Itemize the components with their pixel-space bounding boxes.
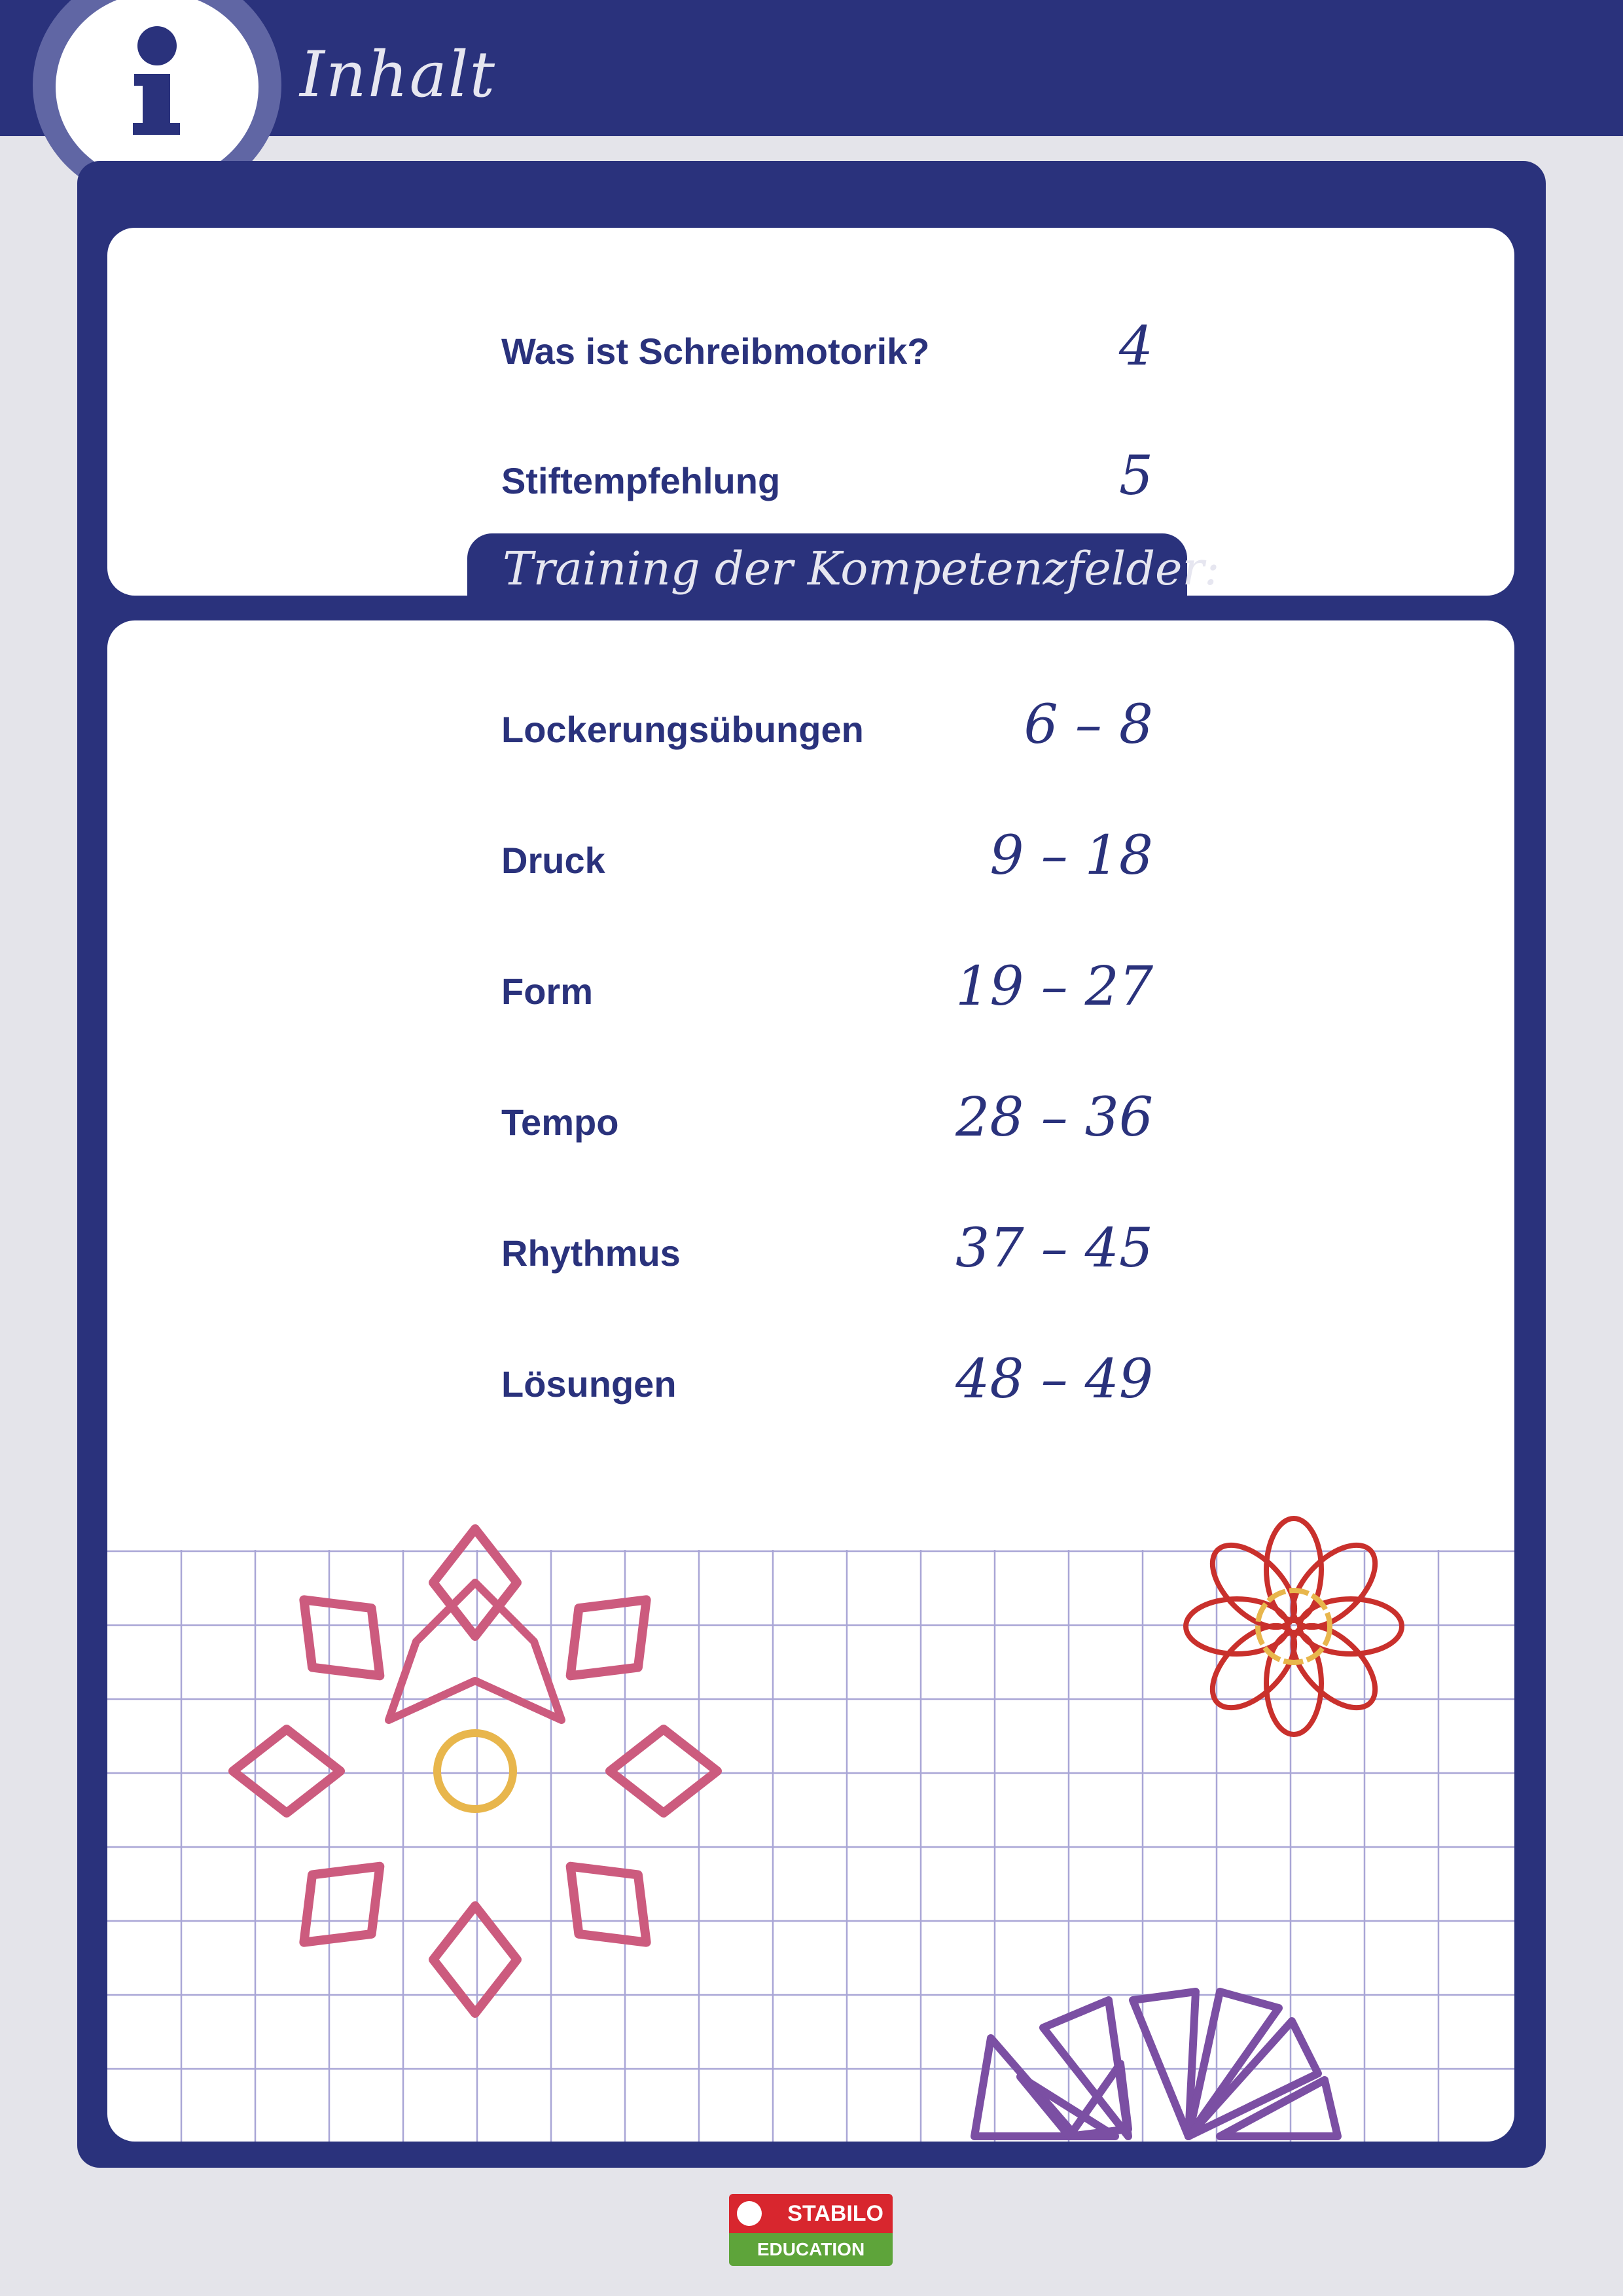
toc-label: Was ist Schreibmotorik?	[501, 331, 930, 372]
toc-page-number: 48 – 49	[955, 1348, 1153, 1410]
toc-page-number: 5	[1118, 445, 1153, 507]
toc-entry	[501, 1348, 1221, 1410]
toc-page-number: 6 – 8	[1024, 694, 1153, 756]
toc-page-number: 4	[1118, 315, 1153, 378]
swan-icon	[737, 2201, 762, 2226]
logo-brand	[729, 2194, 893, 2233]
toc-page-number: 37 – 45	[955, 1217, 1153, 1280]
toc-page-number: 9 – 18	[990, 825, 1153, 887]
toc-page-number: 19 – 27	[955, 956, 1153, 1018]
section-heading: Training der Kompetenzfelder:	[503, 542, 1220, 596]
toc-label: Lösungen	[501, 1363, 677, 1405]
red-flower	[1186, 1518, 1402, 1734]
toc-entry	[501, 956, 1221, 1018]
toc-entry	[501, 1217, 1221, 1280]
page-title: Inhalt	[300, 38, 497, 111]
purple-half-flower	[974, 1992, 1338, 2136]
toc-label: Rhythmus	[501, 1232, 681, 1274]
logo-sub: EDUCATION	[729, 2233, 893, 2266]
toc-entry	[501, 445, 1221, 507]
toc-entry	[501, 1086, 1221, 1149]
toc-label: Druck	[501, 840, 605, 881]
stabilo-logo	[729, 2194, 893, 2266]
toc-entry	[501, 315, 1221, 378]
toc-label: Lockerungsübungen	[501, 709, 864, 750]
pink-star-flower	[233, 1529, 717, 2013]
logo-brand-text: STABILO	[787, 2201, 883, 2226]
toc-label: Tempo	[501, 1102, 619, 1143]
toc-entry	[501, 825, 1221, 887]
toc-page-number: 28 – 36	[955, 1086, 1153, 1149]
pink-flower-center	[437, 1733, 513, 1809]
toc-label: Form	[501, 971, 593, 1012]
toc-entry	[501, 694, 1221, 756]
info-badge	[56, 0, 259, 182]
info-icon	[56, 0, 259, 182]
toc-label: Stiftempfehlung	[501, 460, 781, 501]
